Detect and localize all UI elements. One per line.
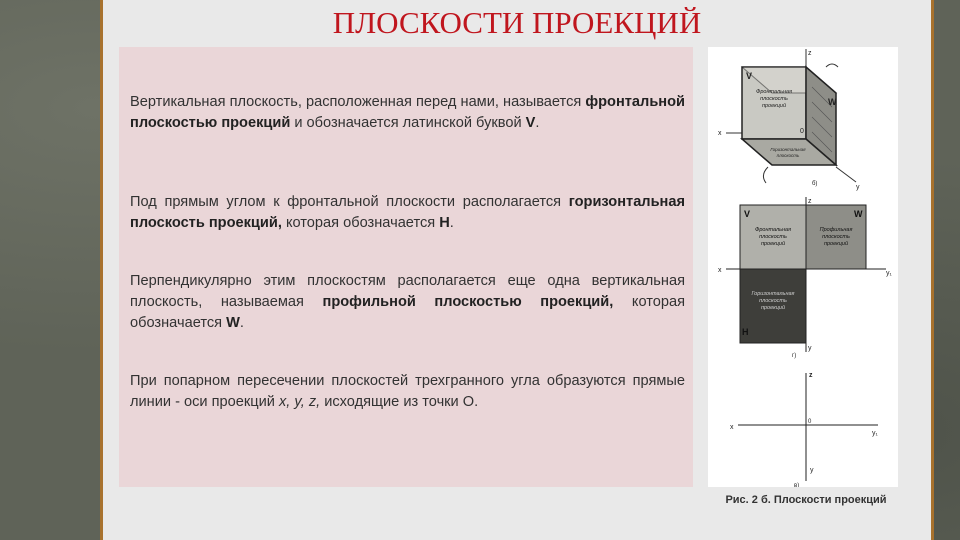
term-profile: профильной плоскостью проекций, bbox=[322, 294, 614, 310]
origin-label: 0 bbox=[808, 419, 812, 425]
axis-x-label: x bbox=[718, 130, 722, 137]
text-panel bbox=[119, 47, 693, 487]
paragraph-text: . bbox=[449, 215, 454, 231]
paragraph-text: исходящие из точки О. bbox=[320, 394, 479, 410]
front-plane-text: проекций bbox=[761, 103, 787, 109]
paragraph-text: которая обозначается bbox=[130, 294, 686, 331]
paragraph-text: Перпендикулярно этим плоскостям располагается еще одна вертикальная плоскость, называемая bbox=[130, 273, 685, 310]
paragraph-text: Под прямым углом к фронтальной плоскости располагается bbox=[130, 194, 569, 210]
trihedral-cube-diagram bbox=[718, 49, 860, 191]
symbol-v: V bbox=[525, 115, 536, 131]
front-plane-text: плоскость bbox=[759, 234, 787, 240]
label-h: H bbox=[742, 327, 749, 337]
front-plane-text: проекций bbox=[760, 241, 786, 247]
paragraph-text: При попарном пересечении плоскостей трехгранного угла образуются прямые линии - оси проекций bbox=[130, 373, 685, 410]
paragraph-text: . bbox=[239, 315, 244, 331]
label-w: W bbox=[854, 209, 863, 219]
slide-title: ПЛОСКОСТИ ПРОЕКЦИЙ bbox=[332, 5, 702, 40]
axis-y-label: y bbox=[856, 184, 860, 191]
axis-y-label: y bbox=[808, 345, 812, 352]
figure-caption: Рис. 2 б. Плоскости проекций bbox=[725, 494, 887, 506]
front-plane-text: плоскость bbox=[760, 96, 788, 102]
axis-z-label: z bbox=[809, 372, 813, 379]
axis-y1-label: y₁ bbox=[886, 270, 892, 277]
label-v: V bbox=[746, 71, 753, 81]
bottom-plane-text: проекций bbox=[760, 305, 786, 311]
bottom-plane-text: плоскость bbox=[776, 153, 800, 158]
axis-y-label: y bbox=[810, 467, 814, 474]
paragraph-text: . bbox=[535, 115, 540, 131]
paragraph-text: и обозначается латинской буквой bbox=[290, 115, 526, 131]
projection-axes-diagram bbox=[730, 372, 879, 487]
paragraph-profile bbox=[130, 271, 685, 334]
bottom-plane-text: плоскость bbox=[759, 298, 787, 304]
side-plane-text: Профильная bbox=[819, 227, 853, 233]
sub-label-v: в) bbox=[794, 483, 800, 487]
paragraph-text: которая обозначается bbox=[281, 215, 440, 231]
slide bbox=[100, 0, 934, 540]
label-v: V bbox=[744, 209, 751, 219]
side-plane-text: проекций bbox=[823, 241, 849, 247]
front-plane-text: Фронтальная bbox=[754, 227, 792, 233]
sub-label-g: г) bbox=[792, 353, 797, 359]
paragraph-frontal bbox=[130, 92, 685, 134]
symbol-w: W bbox=[226, 315, 240, 331]
origin-label: 0 bbox=[800, 128, 804, 135]
bottom-plane-text: Горизонтальная bbox=[751, 291, 795, 297]
paragraph-horizontal bbox=[130, 192, 685, 234]
projection-planes-figure bbox=[708, 47, 898, 487]
axis-x-label: x bbox=[718, 267, 722, 274]
term-horizontal: горизонтальная плоскость проекций, bbox=[130, 194, 685, 231]
axis-y1-label: y₁ bbox=[872, 430, 878, 437]
term-frontal: фронтальной плоскостью проекций bbox=[130, 94, 685, 131]
unfolded-planes-diagram bbox=[718, 197, 893, 359]
axis-x-label: x bbox=[730, 424, 734, 431]
figure-drawing bbox=[708, 47, 898, 487]
side-plane-text: плоскость bbox=[822, 234, 850, 240]
front-plane-text: Фронтальная bbox=[755, 89, 793, 95]
paragraph-text: Вертикальная плоскость, расположенная перед нами, называется bbox=[130, 94, 586, 110]
symbol-h: Н bbox=[439, 215, 450, 231]
bottom-plane-text: Горизонтальная bbox=[770, 147, 806, 152]
sub-label-b: б) bbox=[812, 181, 818, 187]
axis-z-label: z bbox=[808, 198, 812, 205]
paragraph-axes bbox=[130, 371, 685, 413]
axis-z-label: z bbox=[808, 50, 812, 57]
label-w: W bbox=[828, 97, 837, 107]
axes-names: х, у, z, bbox=[278, 394, 321, 410]
